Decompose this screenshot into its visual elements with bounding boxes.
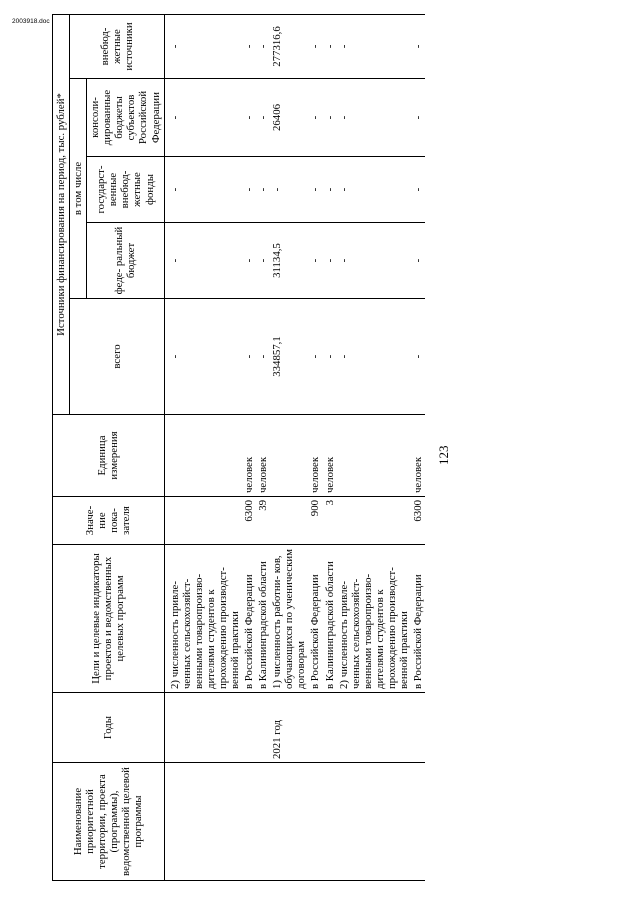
table-row bbox=[256, 14, 270, 880]
territory-cell bbox=[308, 763, 322, 881]
header-years: Годы bbox=[53, 693, 165, 763]
value-cell bbox=[337, 497, 411, 545]
total-cell: - bbox=[411, 299, 425, 415]
header-funding-sources: Источники финансирования на период, тыс. рублей* bbox=[53, 14, 70, 414]
extrabudgetary-cell: - bbox=[256, 14, 270, 78]
header-goals: Цели и целевые индикаторы проектов и ведомственных целевых программ bbox=[53, 545, 165, 693]
extrabudgetary-cell: - bbox=[337, 14, 411, 78]
unit-cell: человек bbox=[411, 415, 425, 497]
value-cell: 39 bbox=[256, 497, 270, 545]
header-in-that-number: в том числе bbox=[70, 79, 87, 299]
regional-cell: - bbox=[337, 79, 411, 157]
regional-cell: - bbox=[323, 79, 337, 157]
territory-cell bbox=[411, 763, 425, 881]
table-body bbox=[164, 14, 425, 880]
page-number: 123 bbox=[436, 445, 451, 465]
unit-cell bbox=[164, 415, 242, 497]
state-funds-cell: - bbox=[411, 157, 425, 223]
regional-cell: - bbox=[411, 79, 425, 157]
value-cell: 3 bbox=[323, 497, 337, 545]
territory-cell bbox=[164, 763, 242, 881]
value-cell bbox=[270, 497, 308, 545]
indicator-cell: 2) численность привле- ченных сельскохозяйст- венными товаропроизво- дителями студентов к прохождению производст- венной практики bbox=[164, 545, 242, 693]
regional-cell: - bbox=[242, 79, 256, 157]
indicator-cell: в Российской Федерации bbox=[242, 545, 256, 693]
table-row bbox=[164, 14, 242, 880]
regional-cell: - bbox=[256, 79, 270, 157]
header-extrabudgetary: внебюд- жетные источники bbox=[70, 14, 165, 78]
header-regional-budgets: консоли- дированные бюджеты субъектов Российской Федерации bbox=[87, 79, 164, 157]
header-federal-budget: феде- ральный бюджет bbox=[87, 223, 164, 299]
indicator-cell: 2) численность привле- ченных сельскохозяйст- венными товаропроизво- дителями студентов к прохождению производст- венной практики bbox=[337, 545, 411, 693]
year-cell bbox=[411, 693, 425, 763]
year-cell bbox=[323, 693, 337, 763]
territory-cell bbox=[256, 763, 270, 881]
indicator-cell: в Российской Федерации bbox=[308, 545, 322, 693]
indicator-cell: в Российской Федерации bbox=[411, 545, 425, 693]
federal-cell: - bbox=[308, 223, 322, 299]
value-cell: 900 bbox=[308, 497, 322, 545]
header-total: всего bbox=[70, 299, 165, 415]
year-cell bbox=[308, 693, 322, 763]
value-cell: 6300 bbox=[411, 497, 425, 545]
financing-table bbox=[52, 14, 425, 881]
state-funds-cell: - bbox=[323, 157, 337, 223]
total-cell: - bbox=[256, 299, 270, 415]
year-cell bbox=[256, 693, 270, 763]
federal-cell: - bbox=[256, 223, 270, 299]
total-cell: - bbox=[164, 299, 242, 415]
state-funds-cell: - bbox=[270, 157, 308, 223]
year-cell: 2021 год bbox=[270, 693, 308, 763]
value-cell bbox=[164, 497, 242, 545]
regional-cell: 26406 bbox=[270, 79, 308, 157]
indicator-cell: в Калининградской области bbox=[256, 545, 270, 693]
year-cell bbox=[337, 693, 411, 763]
table-row bbox=[411, 14, 425, 880]
federal-cell: 31134,5 bbox=[270, 223, 308, 299]
header-state-funds: государст- венные внебюд- жетные фонды bbox=[87, 157, 164, 223]
extrabudgetary-cell: - bbox=[308, 14, 322, 78]
territory-cell bbox=[242, 763, 256, 881]
table-row bbox=[323, 14, 337, 880]
territory-cell bbox=[323, 763, 337, 881]
regional-cell: - bbox=[164, 79, 242, 157]
total-cell: 334857,1 bbox=[270, 299, 308, 415]
table-row bbox=[242, 14, 256, 880]
year-cell bbox=[242, 693, 256, 763]
federal-cell: - bbox=[164, 223, 242, 299]
state-funds-cell: - bbox=[337, 157, 411, 223]
table-row bbox=[337, 14, 411, 880]
federal-cell: - bbox=[337, 223, 411, 299]
header-unit: Единица измерения bbox=[53, 415, 165, 497]
header-value: Значе- ние пока- зателя bbox=[53, 497, 165, 545]
state-funds-cell: - bbox=[256, 157, 270, 223]
extrabudgetary-cell: - bbox=[323, 14, 337, 78]
extrabudgetary-cell: 277316,6 bbox=[270, 14, 308, 78]
unit-cell: человек bbox=[308, 415, 322, 497]
header-territory: Наименование приоритетной территории, проекта (программы), ведомственной целевой программы bbox=[53, 763, 165, 881]
territory-cell bbox=[270, 763, 308, 881]
extrabudgetary-cell: - bbox=[242, 14, 256, 78]
federal-cell: - bbox=[411, 223, 425, 299]
total-cell: - bbox=[242, 299, 256, 415]
unit-cell bbox=[337, 415, 411, 497]
state-funds-cell: - bbox=[164, 157, 242, 223]
table-row bbox=[270, 14, 308, 880]
value-cell: 6300 bbox=[242, 497, 256, 545]
indicator-cell: 1) численность работни- ков, обучающихся по ученическим договорам bbox=[270, 545, 308, 693]
federal-cell: - bbox=[242, 223, 256, 299]
total-cell: - bbox=[323, 299, 337, 415]
state-funds-cell: - bbox=[308, 157, 322, 223]
document-id: 2003918.doc bbox=[12, 18, 50, 25]
extrabudgetary-cell: - bbox=[164, 14, 242, 78]
territory-cell bbox=[337, 763, 411, 881]
unit-cell: человек bbox=[242, 415, 256, 497]
indicator-cell: в Калининградской области bbox=[323, 545, 337, 693]
total-cell: - bbox=[308, 299, 322, 415]
state-funds-cell: - bbox=[242, 157, 256, 223]
unit-cell: человек bbox=[256, 415, 270, 497]
unit-cell: человек bbox=[323, 415, 337, 497]
total-cell: - bbox=[337, 299, 411, 415]
extrabudgetary-cell: - bbox=[411, 14, 425, 78]
federal-cell: - bbox=[323, 223, 337, 299]
table-row bbox=[308, 14, 322, 880]
year-cell bbox=[164, 693, 242, 763]
regional-cell: - bbox=[308, 79, 322, 157]
unit-cell bbox=[270, 415, 308, 497]
